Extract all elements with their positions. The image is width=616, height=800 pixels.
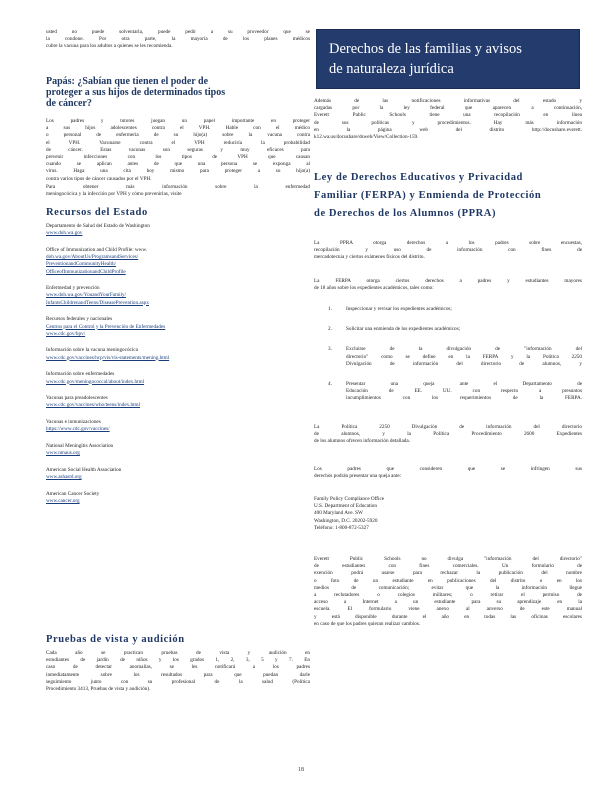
item-line: Inspeccionar y revisar los expedientes académicos; [346,306,452,312]
intro-line: usted no puede solventarla, puede pedir a su proveedor que se [46,29,310,35]
papas-heading: de cáncer? [46,98,92,109]
item-number: 2. [328,326,332,333]
resource-link[interactable]: https://www.cdc.gov/vaccines/ [46,426,110,433]
parents-line: Los padres que consideren que se infringen sus [314,466,582,472]
left-column [46,0,310,800]
address-line: Family Policy Compliance Office [314,496,385,502]
address-line: U.S. Department of Education [314,503,377,510]
papas-line: a sus hijos adolescentes contra el VPH. Hable con el médico [46,125,310,132]
resource-link[interactable]: www.doh.wa.gov [46,230,83,237]
item-line: Educación de EE. UU. con respecto a presuntos [346,388,582,395]
everett-line: de estudiantes con fines comerciales. Un formulario de [314,563,582,570]
papas-heading: proteger a sus hijos de determinados tipos [46,87,226,98]
resource-link[interactable]: www.cancer.org [46,498,80,504]
page-number: 18 [298,767,304,773]
everett-line: acceso a Internet a un estudiante para su aprendizaje en la [314,599,582,606]
item-number: 3. [328,346,332,353]
item-line: Excluirse de la divulgación de "información del [346,346,582,353]
resource-label: Información sobre enfermedades [46,371,115,378]
everett-line: en caso de que los padres quieran realizar cambios. [314,620,421,627]
resource-link[interactable]: PreventionandCommunityHealth/ [46,261,117,268]
resource-link[interactable]: www.ashastd.org [46,474,82,481]
everett-line: a reclutadores o colegios militares; o retirar el permiso de [314,592,582,598]
everett-line: exención podrá usarse para rechazar la publicación del nombre [314,570,582,577]
resource-label: American Cancer Society [46,490,100,497]
resource-link[interactable]: InfantsChildrenandTeens/DiseasePrevention.aspx [46,299,149,306]
info-line: meningocócica y la infección por VPH y cómo prevenirlas, visite [46,191,182,198]
pruebas-line: inmediatamente sobre los resultados para que puedan darle [46,671,310,678]
ferpa-line: La FERPA otorga ciertos derechos a padres y estudiantes mayores [314,278,582,284]
pruebas-heading: Pruebas de vista y audición [46,634,185,645]
resource-label: Office of Immunization and Child Profile: www. [46,246,148,253]
resource-link[interactable]: www.cdc.gov/hpv/ [46,330,86,337]
pruebas-line: seguimiento junto con su profesional de la salud (Política [46,678,310,685]
pruebas-line: caso de detectar anomalías, se les notificará a los padres [46,664,310,671]
notice-line: Everett Public Schools tiene una recopilación en línea [314,112,582,119]
item-line: incumplimientos con los requerimientos de la FERPA. [346,395,582,402]
papas-line: virus. Haga una cita hoy mismo para proteger a su hijo(a) [46,168,310,175]
address-line: Teléfono: 1-800-872-5327 [314,524,369,531]
notice-line: cargadas por la ley federal que aparecen a continuación, [314,105,582,112]
banner-line: Derechos de las familias y avisos [329,41,522,57]
banner-line: de naturaleza jurídica [329,61,454,77]
papas-line: contra varios tipos de cáncer causados por el VPH. [46,175,152,182]
ppra-line: La PPRA otorga derechos a los padres sobre encuestas, [314,240,582,246]
papas-line: el VPH. Vacunarse contra el VPH reduciría la probabilidad [46,139,310,146]
resource-link[interactable]: www.doh.wa.gov/YouandYourFamily/ [46,292,127,299]
everett-line: Everett Public Schools no divulga "información del directorio" [314,556,582,562]
notice-line: de sus políticas y procedimientos. Hay más información [314,119,582,126]
resource-link[interactable]: doh.wa.gov/AboutUs/ProgramsandServices/ [46,254,139,261]
papas-line: cuando se aplican antes de que una persona se exponga al [46,161,310,168]
everett-line: escuela. El formulario viene anexo al anverso de este manual [314,606,582,613]
item-line: Solicitar una enmienda de los expedientes académicos; [346,326,461,333]
item-line: directorio" como se define en la FERPA y la Política 2250 [346,353,582,360]
recursos-heading: Recursos del Estado [46,207,148,218]
papas-heading: Papás: ¿Sabían que tienen el poder de [46,76,209,87]
pruebas-line: Cada año se practican pruebas de vista y audición en [46,650,310,656]
right-column [314,0,582,800]
info-line: Para obtener más información sobre la enfermedad [46,184,310,190]
address-line: Washington, D.C. 20202-5920 [314,517,378,524]
resource-link[interactable]: www.cdc.gov/vaccines/who/teens/index.html [46,402,141,409]
everett-line: o foto de un estudiante en publicaciones del distrito o en los [314,577,582,584]
notice-line: en la página web del distrito http://docushare.everett. [314,126,582,133]
policy-line: de los alumnos ofrecen información detallada. [314,438,410,445]
item-number: 1. [328,306,332,312]
pruebas-line: Procedimiento 3413, Pruebas de vista y audición). [46,686,151,692]
papas-line: Los padres y tutores juegan un papel importante en proteger [46,118,310,124]
ferpa-line: de 18 años sobre los expedientes académicos, tales como: [314,285,434,292]
ferpa-heading: Familiar (FERPA) y Enmienda de Protección [314,190,542,201]
resource-link[interactable]: www.nmaus.org [46,450,80,457]
ppra-line: recopilación y uso de información con fines de [314,247,582,254]
resource-label: Recursos federales y nacionales [46,316,113,323]
parents-line: derechos podrán presentar una queja ante: [314,473,402,480]
resource-label: Departamento de Salud del Estado de Washington [46,223,150,229]
ferpa-heading: Ley de Derechos Educativos y Privacidad [314,172,523,183]
item-number: 4. [328,381,332,387]
papas-line: o personal de enfermería de su hijo(a) sobre la vacuna contra [46,132,310,139]
intro-line: cubre la vacuna para los adultos a quienes se les recomienda. [46,43,173,50]
resource-label: American Social Health Association [46,466,122,473]
address-line: 400 Maryland Ave. SW [314,510,363,517]
resource-link[interactable]: Centros para el Control y la Prevención de Enfermedades [46,323,166,330]
item-line: Divulgación de información del directorio de alumnos, y [346,360,582,367]
notice-line: Además de las notificaciones informativas del estado y [314,98,582,104]
resource-label: National Meningitis Association [46,443,114,449]
everett-line: y está disponible durante el año en todas las oficinas escolares [314,613,582,620]
everett-line: medios de comunicación; evitar que la información llegue [314,584,582,591]
intro-line: la condone. Por otra parte, la mayoría de los planes médicos [46,36,310,43]
resource-label: Enfermedad y prevención [46,285,100,292]
resource-link[interactable]: www.cdc.gov/vaccines/hcp/vis/vis-statements/mening.html [46,354,170,361]
papas-line: de cáncer. Estas vacunas son seguras y muy eficaces para [46,146,310,153]
resource-label: Información sobre la vacuna meningocócica [46,347,138,354]
item-line: Presentar una queja ante el Departamento de [346,381,582,387]
policy-line: La Política 2250 Divulgación de información del directorio [314,424,582,430]
ppra-line: mercadotecnia y ciertos exámenes físicos del distrito. [314,254,425,261]
resource-link[interactable]: OfficeofImmunizationandChildProfile [46,268,126,275]
pruebas-line: estudiantes de jardín de niños y los grados 1, 2, 3, 5 y 7. En [46,657,310,664]
notice-line: k12.wa.us/docushare/dsweb/View/Collection-159. [314,134,419,140]
policy-line: de alumnos, y la Política Procedimiento 2600 Expedientes [314,431,582,438]
resource-label: Vacunas para preadolescentes [46,395,108,402]
papas-line: prevenir infecciones con los tipos de VPH que causan [46,154,310,160]
resource-label: Vacunas e inmunizaciones [46,419,101,426]
resource-link[interactable]: www.cdc.gov/meningococcal/about/index.html [46,378,145,385]
ferpa-heading: de Derechos de los Alumnos (PPRA) [314,208,497,219]
